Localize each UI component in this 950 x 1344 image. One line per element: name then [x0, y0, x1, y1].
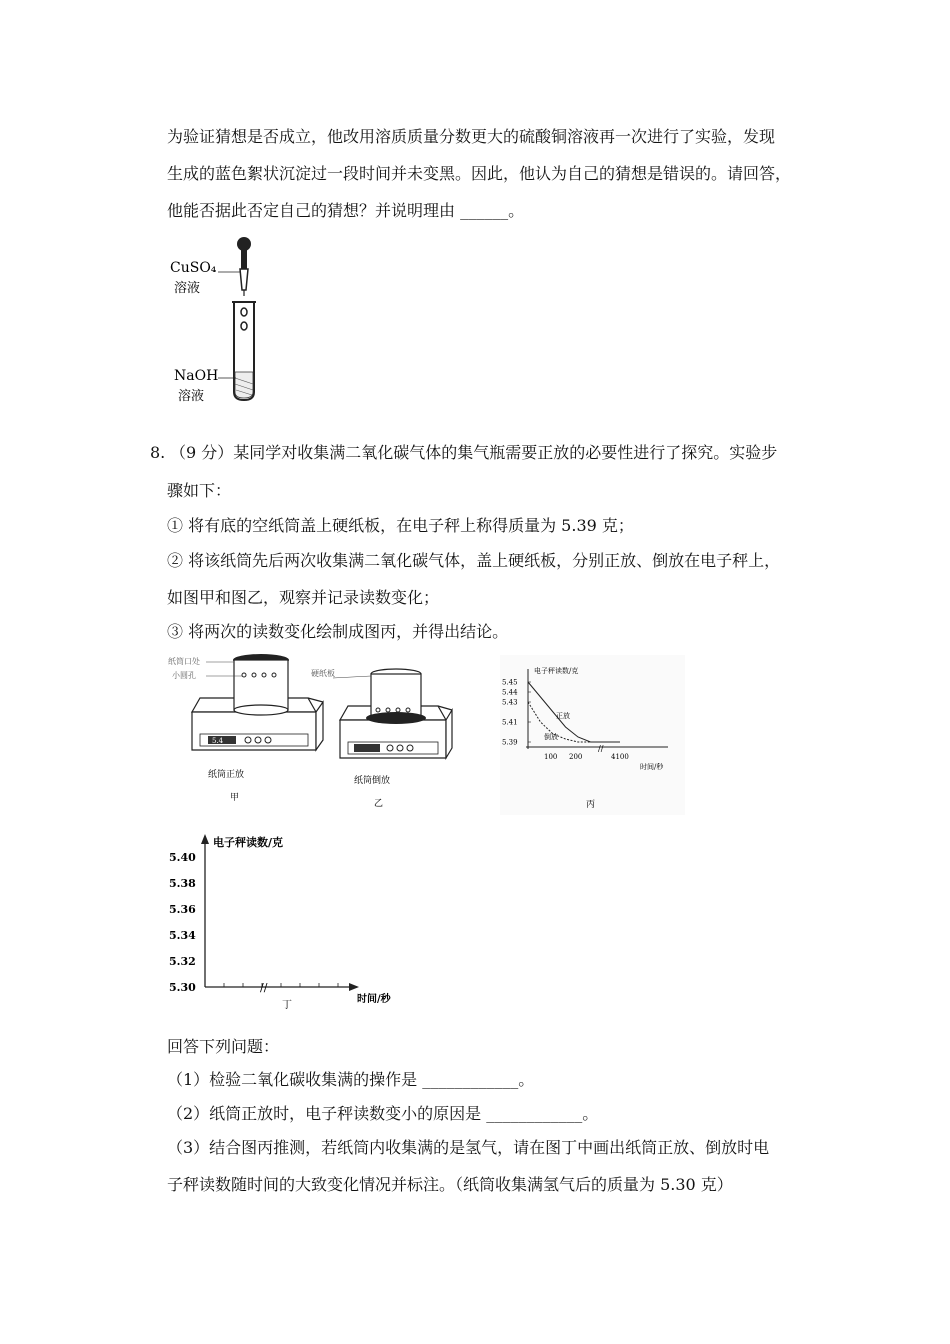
ding-ytick: 5.30	[169, 981, 196, 994]
bing-legend-zhengfang: 正放	[556, 712, 570, 720]
answer-3b: 子秤读数随时间的大致变化情况并标注。（纸筒收集满氢气后的质量为 5.30 克）	[167, 1175, 733, 1194]
yi-label: 乙	[374, 799, 384, 809]
ding-ytick: 5.38	[169, 877, 196, 890]
q8-number: 8.	[150, 443, 166, 462]
jia-callout-2: 小圆孔	[172, 671, 196, 680]
ding-y-arrow	[201, 834, 209, 844]
bing-xtick: 4100	[611, 753, 629, 761]
q8-step-2a: ② 将该纸筒先后两次收集满二氧化碳气体，盖上硬纸板，分别正放、倒放在电子秤上，	[167, 551, 781, 570]
dropper-bulb	[237, 237, 251, 251]
scale-jia	[168, 654, 323, 803]
ding-ylabel: 电子秤读数/克	[213, 836, 284, 849]
jia-label: 甲	[230, 793, 240, 803]
ding-ytick: 5.32	[169, 955, 196, 968]
bing-ytick: 5.44	[502, 688, 518, 697]
bing-axis-break: //	[598, 744, 604, 753]
ding-xlabel: 时间/秒	[357, 994, 391, 1005]
test-tube-figure	[160, 232, 290, 410]
q8-step-3: ③ 将两次的读数变化绘制成图丙，并得出结论。	[167, 622, 509, 641]
jia-caption: 纸筒正放	[208, 770, 245, 780]
answer-1: （1）检验二氧化碳收集满的操作是 ____________。	[167, 1070, 535, 1089]
scale-jia-display: 5.4	[212, 737, 224, 745]
bing-ytick: 5.45	[502, 678, 518, 687]
ding-ytick: 5.34	[169, 929, 196, 942]
yi-caption: 纸筒倒放	[354, 776, 391, 786]
bing-xlabel: 时间/秒	[640, 763, 664, 771]
dropper-neck	[241, 249, 247, 269]
intro-line-3: 他能否据此否定自己的猜想？并说明理由 ______。	[167, 201, 525, 220]
answer-3a: （3）结合图丙推测，若纸筒内收集满的是氢气，请在图丁中画出纸筒正放、倒放时电	[167, 1138, 770, 1157]
ding-label: 丁	[282, 1000, 292, 1011]
bing-ytick: 5.43	[502, 698, 518, 707]
q8-stem-1: （9 分）某同学对收集满二氧化碳气体的集气瓶需要正放的必要性进行了探究。实验步	[170, 443, 778, 462]
dropper-tube	[240, 269, 248, 290]
cuso4-solution-label: 溶液	[174, 281, 201, 296]
chart-ding	[165, 830, 415, 1015]
ding-ytick: 5.40	[169, 851, 196, 864]
ding-axis-break: //	[260, 981, 268, 994]
bing-ytick: 5.39	[502, 738, 518, 747]
jia-callout-1: 纸筒口处	[168, 657, 200, 666]
bing-xtick: 100	[544, 753, 558, 761]
cuso4-label: CuSO₄	[170, 260, 217, 276]
ding-x-arrow	[349, 983, 359, 991]
answers-head: 回答下列问题：	[167, 1037, 280, 1056]
intro-line-2: 生成的蓝色絮状沉淀过一段时间并未变黑。因此，他认为自己的猜想是错误的。请回答，	[167, 164, 792, 183]
bing-ytick: 5.41	[502, 718, 518, 727]
yi-callout: 硬纸板	[311, 669, 335, 678]
bing-label: 丙	[586, 800, 596, 810]
q8-stem-2: 骤如下：	[167, 481, 232, 500]
ding-ytick: 5.36	[169, 903, 196, 916]
q8-step-2b: 如图甲和图乙，观察并记录读数变化；	[167, 588, 440, 607]
q8-step-1: ① 将有底的空纸筒盖上硬纸板，在电子秤上称得质量为 5.39 克；	[167, 516, 634, 535]
scales-figure	[168, 650, 468, 815]
bing-legend-daofang: 倒放	[544, 733, 558, 741]
scale-yi	[311, 668, 452, 809]
bing-xtick: 200	[569, 753, 583, 761]
intro-line-1: 为验证猜想是否成立，他改用溶质质量分数更大的硫酸铜溶液再一次进行了实验，发现	[167, 127, 776, 146]
chart-bing	[500, 655, 685, 815]
naoh-solution-label: 溶液	[178, 389, 205, 404]
bing-ylabel: 电子秤读数/克	[534, 667, 579, 675]
answer-2: （2）纸筒正放时，电子秤读数变小的原因是 ____________。	[167, 1104, 599, 1123]
naoh-label: NaOH	[174, 368, 219, 384]
